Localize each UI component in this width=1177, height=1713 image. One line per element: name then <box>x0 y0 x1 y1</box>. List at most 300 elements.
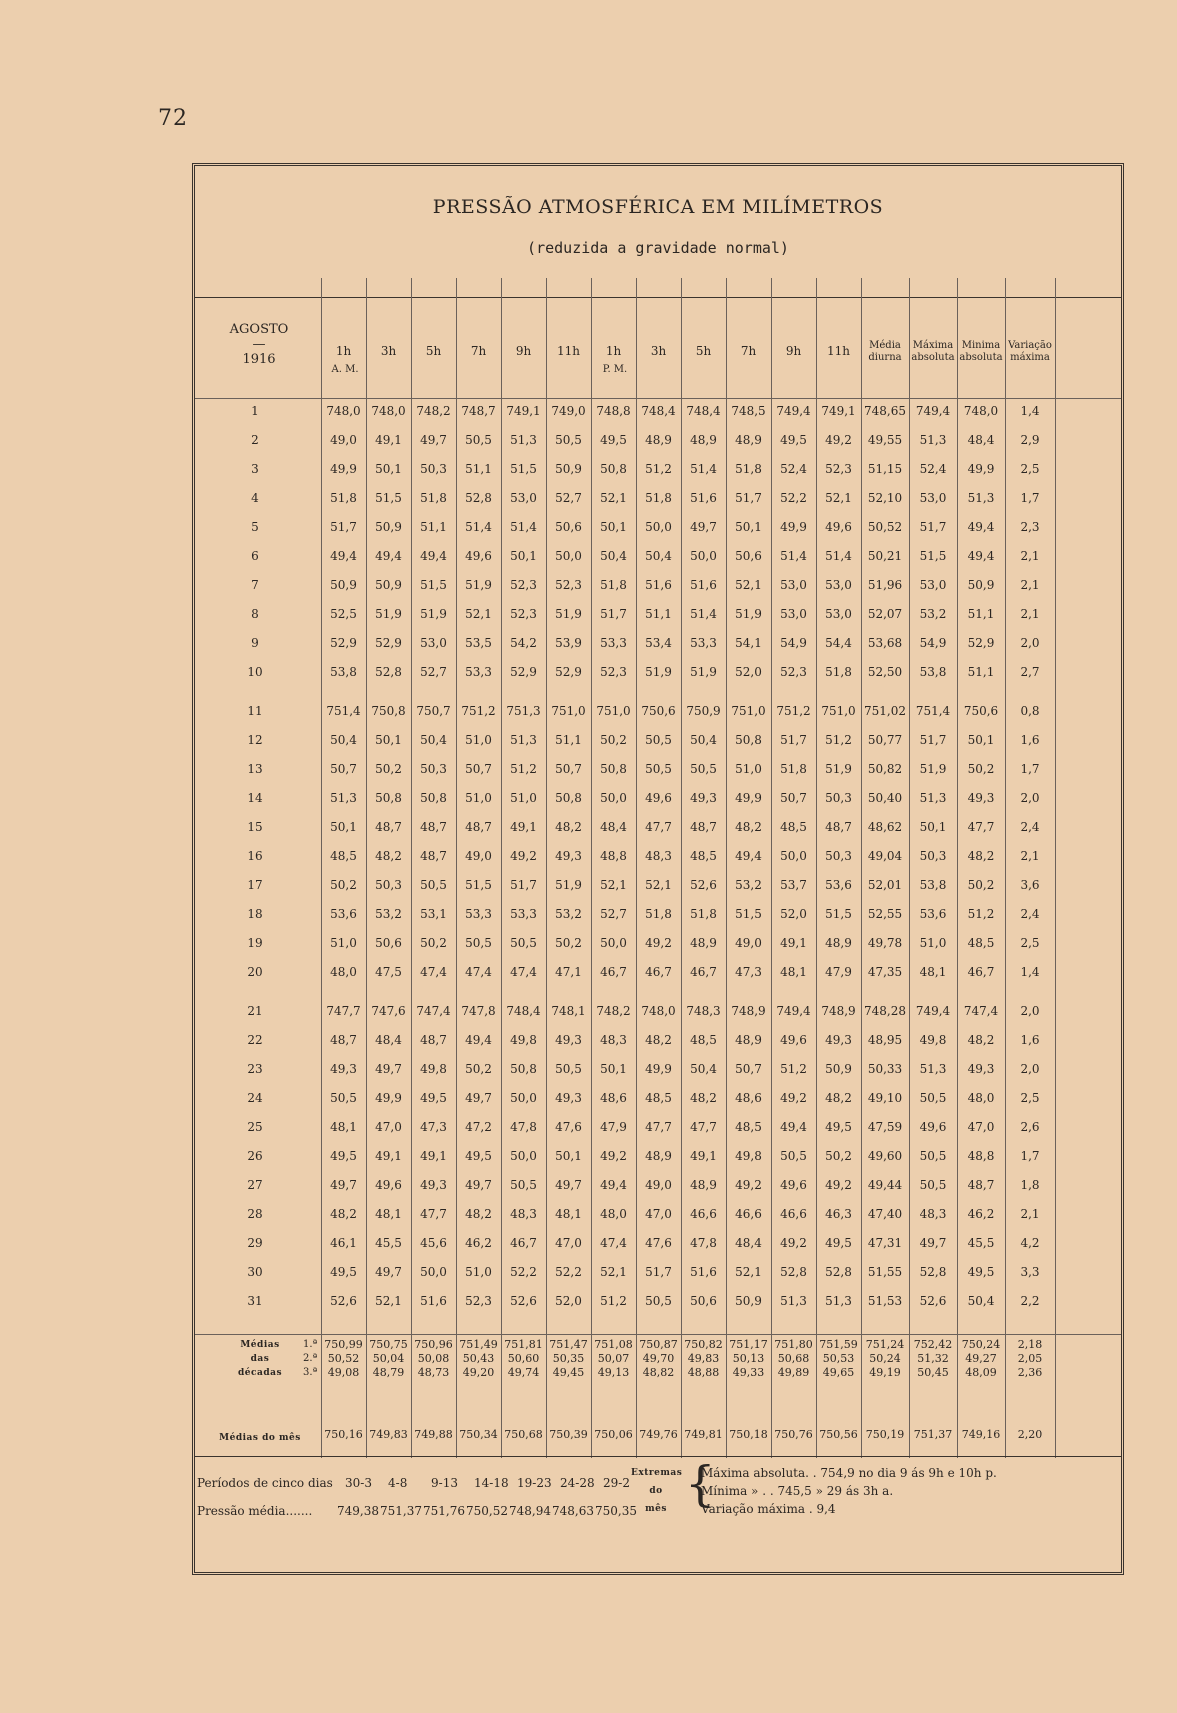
decade-mean-cell: 50,08 <box>417 1352 450 1365</box>
value-cell: 2,5 <box>1020 462 1040 476</box>
value-cell: 48,9 <box>690 1178 717 1192</box>
periods-label: Períodos de cinco dias <box>197 1476 333 1490</box>
value-cell: 48,1 <box>555 1207 582 1221</box>
month-mean-cell: 750,76 <box>774 1428 813 1441</box>
day-cell: 9 <box>251 636 259 650</box>
decade-mean-cell: 48,09 <box>965 1366 997 1379</box>
value-cell: 52,1 <box>735 578 762 592</box>
value-cell: 51,3 <box>510 433 537 447</box>
decade-ordinal: 2.ª <box>303 1353 318 1364</box>
value-cell: 54,1 <box>735 636 762 650</box>
value-cell: 49,5 <box>465 1149 492 1163</box>
value-cell: 50,1 <box>967 733 995 747</box>
column-divider <box>816 278 817 1458</box>
decade-mean-cell: 49,19 <box>869 1366 901 1379</box>
value-cell: 52,4 <box>780 462 807 476</box>
value-cell: 48,7 <box>967 1178 995 1192</box>
value-cell: 49,7 <box>375 1062 402 1076</box>
value-cell: 49,1 <box>780 936 807 950</box>
value-cell: 48,2 <box>825 1091 852 1105</box>
value-cell: 51,7 <box>645 1265 672 1279</box>
header-rule-bottom <box>195 398 1121 399</box>
value-cell: 52,3 <box>510 578 537 592</box>
minima-absoluta-header: Minima absoluta <box>959 340 1003 363</box>
value-cell: 52,8 <box>780 1265 807 1279</box>
value-cell: 49,10 <box>867 1091 903 1105</box>
value-cell: 51,3 <box>919 433 947 447</box>
column-divider <box>909 278 910 1458</box>
day-cell: 21 <box>247 1004 263 1018</box>
value-cell: 50,4 <box>690 733 717 747</box>
value-cell: 749,4 <box>915 1004 951 1018</box>
hour-header: 3h <box>650 344 667 358</box>
day-cell: 1 <box>251 404 259 418</box>
value-cell: 50,9 <box>967 578 995 592</box>
value-cell: 49,2 <box>735 1178 762 1192</box>
value-cell: 53,3 <box>600 636 627 650</box>
value-cell: 48,4 <box>375 1033 402 1047</box>
value-cell: 52,2 <box>555 1265 582 1279</box>
hour-header: 3h <box>380 344 397 358</box>
value-cell: 51,2 <box>780 1062 807 1076</box>
value-cell: 46,3 <box>825 1207 852 1221</box>
value-cell: 49,1 <box>375 1149 402 1163</box>
value-cell: 51,15 <box>867 462 903 476</box>
value-cell: 748,4 <box>506 1004 541 1018</box>
value-cell: 2,0 <box>1020 636 1040 650</box>
value-cell: 50,4 <box>420 733 447 747</box>
decade-mean-cell: 48,82 <box>642 1366 675 1379</box>
value-cell: 750,6 <box>963 704 999 718</box>
value-cell: 48,0 <box>330 965 357 979</box>
day-cell: 18 <box>247 907 263 921</box>
page-title: PRESSÃO ATMOSFÉRICA EM MILÍMETROS <box>432 196 884 218</box>
month-mean-cell: 750,68 <box>504 1428 543 1441</box>
value-cell: 748,4 <box>641 404 676 418</box>
value-cell: 2,4 <box>1020 820 1040 834</box>
value-cell: 51,9 <box>420 607 447 621</box>
value-cell: 1,7 <box>1020 491 1040 505</box>
value-cell: 49,4 <box>465 1033 492 1047</box>
value-cell: 53,5 <box>465 636 492 650</box>
decade-mean-cell: 49,13 <box>597 1366 630 1379</box>
day-cell: 28 <box>247 1207 263 1221</box>
value-cell: 53,0 <box>825 607 852 621</box>
period-cell: 14-18 <box>474 1476 509 1490</box>
value-cell: 2,7 <box>1020 665 1040 679</box>
decade-mean-cell: 751,17 <box>729 1338 768 1351</box>
value-cell: 54,2 <box>510 636 537 650</box>
value-cell: 51,8 <box>600 578 627 592</box>
value-cell: 2,0 <box>1020 1062 1040 1076</box>
mean-pressure-cell: 751,76 <box>423 1504 465 1518</box>
value-cell: 50,0 <box>645 520 672 534</box>
value-cell: 47,6 <box>555 1120 582 1134</box>
decade-mean-cell: 751,80 <box>774 1338 813 1351</box>
header-dash: — <box>252 337 266 352</box>
value-cell: 50,9 <box>375 520 402 534</box>
value-cell: 51,1 <box>420 520 447 534</box>
value-cell: 1,7 <box>1020 1149 1040 1163</box>
day-cell: 27 <box>247 1178 263 1192</box>
value-cell: 52,3 <box>510 607 537 621</box>
value-cell: 750,7 <box>416 704 451 718</box>
value-cell: 51,1 <box>967 665 995 679</box>
value-cell: 47,1 <box>555 965 582 979</box>
decade-mean-cell: 49,33 <box>732 1366 765 1379</box>
value-cell: 747,4 <box>963 1004 999 1018</box>
value-cell: 48,7 <box>420 820 447 834</box>
value-cell: 50,9 <box>825 1062 852 1076</box>
decade-mean-cell: 50,13 <box>732 1352 765 1365</box>
value-cell: 50,5 <box>919 1178 947 1192</box>
value-cell: 50,0 <box>510 1091 537 1105</box>
value-cell: 48,9 <box>690 433 717 447</box>
value-cell: 49,8 <box>420 1062 447 1076</box>
value-cell: 49,9 <box>967 462 995 476</box>
extremes-max: Máxima absoluta. . 754,9 no dia 9 ás 9h e 10h p. <box>701 1466 997 1480</box>
value-cell: 53,2 <box>555 907 582 921</box>
value-cell: 50,2 <box>465 1062 492 1076</box>
value-cell: 748,2 <box>416 404 451 418</box>
value-cell: 2,6 <box>1020 1120 1040 1134</box>
value-cell: 49,6 <box>375 1178 402 1192</box>
column-divider <box>957 278 958 1458</box>
value-cell: 51,9 <box>465 578 492 592</box>
day-cell: 22 <box>247 1033 263 1047</box>
value-cell: 50,1 <box>375 733 402 747</box>
day-cell: 31 <box>247 1294 263 1308</box>
decade-mean-cell: 50,04 <box>372 1352 405 1365</box>
value-cell: 49,9 <box>735 791 762 805</box>
value-cell: 50,1 <box>330 820 357 834</box>
value-cell: 47,6 <box>645 1236 672 1250</box>
value-cell: 51,4 <box>510 520 537 534</box>
value-cell: 751,2 <box>776 704 811 718</box>
value-cell: 51,2 <box>825 733 852 747</box>
value-cell: 49,7 <box>919 1236 947 1250</box>
means-rule <box>195 1334 1121 1335</box>
value-cell: 51,0 <box>465 1265 492 1279</box>
decade-means-label: Médias das décadas <box>237 1340 283 1378</box>
value-cell: 1,6 <box>1020 733 1040 747</box>
value-cell: 52,0 <box>780 907 807 921</box>
value-cell: 53,0 <box>825 578 852 592</box>
mean-pressure-cell: 751,37 <box>380 1504 422 1518</box>
value-cell: 748,0 <box>963 404 999 418</box>
value-cell: 49,3 <box>967 1062 995 1076</box>
value-cell: 51,7 <box>919 520 947 534</box>
value-cell: 49,6 <box>465 549 492 563</box>
value-cell: 50,2 <box>967 878 995 892</box>
period-cell: 4-8 <box>388 1476 408 1490</box>
decade-mean-cell: 750,99 <box>324 1338 363 1351</box>
decade-mean-cell: 50,24 <box>869 1352 901 1365</box>
month-mean-cell: 749,76 <box>639 1428 678 1441</box>
hour-header: 5h <box>695 344 712 358</box>
value-cell: 50,6 <box>690 1294 717 1308</box>
value-cell: 48,7 <box>465 820 492 834</box>
value-cell: 48,2 <box>690 1091 717 1105</box>
value-cell: 46,7 <box>690 965 717 979</box>
value-cell: 49,2 <box>825 1178 852 1192</box>
month-mean-cell: 2,20 <box>1017 1428 1043 1441</box>
hour-header: 7h <box>740 344 757 358</box>
value-cell: 48,7 <box>825 820 852 834</box>
value-cell: 50,0 <box>555 549 582 563</box>
value-cell: 47,3 <box>420 1120 447 1134</box>
value-cell: 51,9 <box>919 762 947 776</box>
value-cell: 49,2 <box>825 433 852 447</box>
value-cell: 52,9 <box>330 636 357 650</box>
value-cell: 50,9 <box>375 578 402 592</box>
value-cell: 51,0 <box>465 733 492 747</box>
value-cell: 1,4 <box>1020 965 1040 979</box>
column-divider <box>1005 278 1006 1458</box>
value-cell: 50,1 <box>555 1149 582 1163</box>
value-cell: 50,0 <box>420 1265 447 1279</box>
value-cell: 52,3 <box>780 665 807 679</box>
value-cell: 49,4 <box>420 549 447 563</box>
extremes-variation: Variação máxima . 9,4 <box>701 1502 836 1516</box>
value-cell: 51,9 <box>555 878 582 892</box>
hour-header: 1h <box>335 344 352 358</box>
column-divider <box>501 278 502 1458</box>
value-cell: 47,4 <box>420 965 447 979</box>
value-cell: 51,9 <box>690 665 717 679</box>
value-cell: 48,6 <box>600 1091 627 1105</box>
hour-header: 7h <box>470 344 487 358</box>
value-cell: 49,7 <box>690 520 717 534</box>
value-cell: 51,5 <box>375 491 402 505</box>
value-cell: 50,2 <box>600 733 627 747</box>
decade-mean-cell: 50,68 <box>777 1352 810 1365</box>
value-cell: 51,6 <box>690 1265 717 1279</box>
decade-mean-cell: 49,20 <box>462 1366 495 1379</box>
value-cell: 53,1 <box>420 907 447 921</box>
value-cell: 47,0 <box>967 1120 995 1134</box>
value-cell: 49,7 <box>375 1265 402 1279</box>
value-cell: 50,7 <box>465 762 492 776</box>
decade-mean-cell: 49,89 <box>777 1366 810 1379</box>
value-cell: 51,3 <box>510 733 537 747</box>
value-cell: 51,6 <box>690 491 717 505</box>
value-cell: 53,0 <box>420 636 447 650</box>
value-cell: 50,7 <box>555 762 582 776</box>
decade-mean-cell: 49,74 <box>507 1366 540 1379</box>
value-cell: 51,55 <box>867 1265 903 1279</box>
value-cell: 748,4 <box>686 404 721 418</box>
value-cell: 48,5 <box>690 1033 717 1047</box>
value-cell: 50,3 <box>825 849 852 863</box>
value-cell: 51,7 <box>600 607 627 621</box>
value-cell: 749,4 <box>776 404 811 418</box>
decade-mean-cell: 50,60 <box>507 1352 540 1365</box>
value-cell: 51,5 <box>919 549 947 563</box>
decade-mean-cell: 2,36 <box>1017 1366 1043 1379</box>
value-cell: 50,4 <box>967 1294 995 1308</box>
value-cell: 50,5 <box>780 1149 807 1163</box>
value-cell: 49,8 <box>735 1149 762 1163</box>
value-cell: 48,0 <box>600 1207 627 1221</box>
value-cell: 46,6 <box>690 1207 717 1221</box>
value-cell: 51,1 <box>645 607 672 621</box>
day-cell: 10 <box>247 665 263 679</box>
pm-label: P. M. <box>602 364 628 375</box>
value-cell: 53,8 <box>919 665 947 679</box>
value-cell: 47,8 <box>510 1120 537 1134</box>
value-cell: 47,5 <box>375 965 402 979</box>
value-cell: 51,1 <box>465 462 492 476</box>
value-cell: 50,5 <box>690 762 717 776</box>
column-divider <box>861 278 862 1458</box>
value-cell: 49,6 <box>645 791 672 805</box>
value-cell: 50,7 <box>780 791 807 805</box>
value-cell: 51,4 <box>465 520 492 534</box>
value-cell: 51,0 <box>465 791 492 805</box>
value-cell: 50,0 <box>510 1149 537 1163</box>
value-cell: 49,5 <box>420 1091 447 1105</box>
value-cell: 52,9 <box>510 665 537 679</box>
value-cell: 50,77 <box>867 733 903 747</box>
hour-header: 11h <box>557 344 580 358</box>
value-cell: 51,3 <box>330 791 357 805</box>
value-cell: 2,1 <box>1020 849 1040 863</box>
decade-mean-cell: 50,07 <box>597 1352 630 1365</box>
value-cell: 52,6 <box>690 878 717 892</box>
value-cell: 48,7 <box>420 849 447 863</box>
value-cell: 47,59 <box>867 1120 903 1134</box>
value-cell: 49,3 <box>420 1178 447 1192</box>
decade-mean-cell: 751,08 <box>594 1338 633 1351</box>
value-cell: 2,3 <box>1020 520 1040 534</box>
value-cell: 48,4 <box>967 433 995 447</box>
decade-mean-cell: 2,05 <box>1017 1352 1043 1365</box>
value-cell: 51,2 <box>510 762 537 776</box>
day-cell: 24 <box>247 1091 263 1105</box>
value-cell: 49,2 <box>510 849 537 863</box>
year-label: 1916 <box>242 352 276 367</box>
value-cell: 49,0 <box>465 849 492 863</box>
value-cell: 2,5 <box>1020 936 1040 950</box>
value-cell: 52,07 <box>867 607 903 621</box>
value-cell: 49,7 <box>330 1178 357 1192</box>
value-cell: 51,8 <box>420 491 447 505</box>
value-cell: 747,6 <box>371 1004 406 1018</box>
value-cell: 49,3 <box>330 1062 357 1076</box>
value-cell: 47,2 <box>465 1120 492 1134</box>
value-cell: 46,2 <box>967 1207 995 1221</box>
value-cell: 53,68 <box>867 636 903 650</box>
value-cell: 50,4 <box>600 549 627 563</box>
value-cell: 49,4 <box>780 1120 807 1134</box>
value-cell: 50,5 <box>510 936 537 950</box>
value-cell: 48,7 <box>375 820 402 834</box>
value-cell: 52,7 <box>420 665 447 679</box>
value-cell: 750,9 <box>686 704 721 718</box>
value-cell: 46,6 <box>735 1207 762 1221</box>
value-cell: 50,8 <box>375 791 402 805</box>
value-cell: 49,4 <box>967 549 995 563</box>
value-cell: 48,2 <box>967 849 995 863</box>
value-cell: 53,2 <box>919 607 947 621</box>
value-cell: 49,3 <box>967 791 995 805</box>
day-cell: 8 <box>251 607 259 621</box>
value-cell: 46,7 <box>510 1236 537 1250</box>
month-mean-cell: 750,56 <box>819 1428 858 1441</box>
value-cell: 751,0 <box>821 704 856 718</box>
decade-mean-cell: 750,87 <box>639 1338 678 1351</box>
column-divider <box>411 278 412 1458</box>
value-cell: 46,7 <box>967 965 995 979</box>
day-cell: 6 <box>251 549 259 563</box>
value-cell: 52,55 <box>867 907 903 921</box>
value-cell: 50,7 <box>330 762 357 776</box>
value-cell: 48,1 <box>780 965 807 979</box>
value-cell: 53,0 <box>510 491 537 505</box>
period-cell: 19-23 <box>517 1476 552 1490</box>
value-cell: 48,7 <box>420 1033 447 1047</box>
value-cell: 751,4 <box>326 704 361 718</box>
value-cell: 49,3 <box>555 1091 582 1105</box>
value-cell: 51,3 <box>967 491 995 505</box>
decade-mean-cell: 49,08 <box>327 1366 360 1379</box>
value-cell: 45,5 <box>967 1236 995 1250</box>
hour-header: 1h <box>605 344 622 358</box>
value-cell: 749,4 <box>776 1004 811 1018</box>
day-cell: 4 <box>251 491 259 505</box>
value-cell: 52,8 <box>825 1265 852 1279</box>
value-cell: 748,0 <box>371 404 406 418</box>
value-cell: 51,3 <box>825 1294 852 1308</box>
value-cell: 48,9 <box>825 936 852 950</box>
value-cell: 50,3 <box>420 462 447 476</box>
period-cell: 29-2 <box>603 1476 630 1490</box>
value-cell: 52,0 <box>555 1294 582 1308</box>
value-cell: 51,9 <box>825 762 852 776</box>
value-cell: 49,5 <box>600 433 627 447</box>
value-cell: 45,6 <box>420 1236 447 1250</box>
value-cell: 751,0 <box>551 704 586 718</box>
value-cell: 50,1 <box>375 462 402 476</box>
day-cell: 29 <box>247 1236 263 1250</box>
decade-mean-cell: 751,49 <box>459 1338 498 1351</box>
value-cell: 50,0 <box>690 549 717 563</box>
value-cell: 49,2 <box>780 1091 807 1105</box>
value-cell: 750,6 <box>641 704 676 718</box>
month-label: AGOSTO <box>229 322 289 337</box>
value-cell: 48,2 <box>375 849 402 863</box>
value-cell: 50,5 <box>330 1091 357 1105</box>
value-cell: 748,9 <box>731 1004 766 1018</box>
value-cell: 2,0 <box>1020 1004 1040 1018</box>
value-cell: 53,6 <box>919 907 947 921</box>
value-cell: 54,9 <box>780 636 807 650</box>
value-cell: 50,1 <box>600 520 627 534</box>
value-cell: 53,4 <box>645 636 672 650</box>
value-cell: 48,95 <box>867 1033 903 1047</box>
value-cell: 747,4 <box>416 1004 451 1018</box>
value-cell: 48,3 <box>600 1033 627 1047</box>
value-cell: 50,1 <box>600 1062 627 1076</box>
value-cell: 49,2 <box>600 1149 627 1163</box>
value-cell: 49,4 <box>375 549 402 563</box>
value-cell: 51,5 <box>735 907 762 921</box>
value-cell: 52,1 <box>825 491 852 505</box>
value-cell: 50,0 <box>600 936 627 950</box>
value-cell: 49,1 <box>690 1149 717 1163</box>
header-rule-top <box>195 297 1121 298</box>
